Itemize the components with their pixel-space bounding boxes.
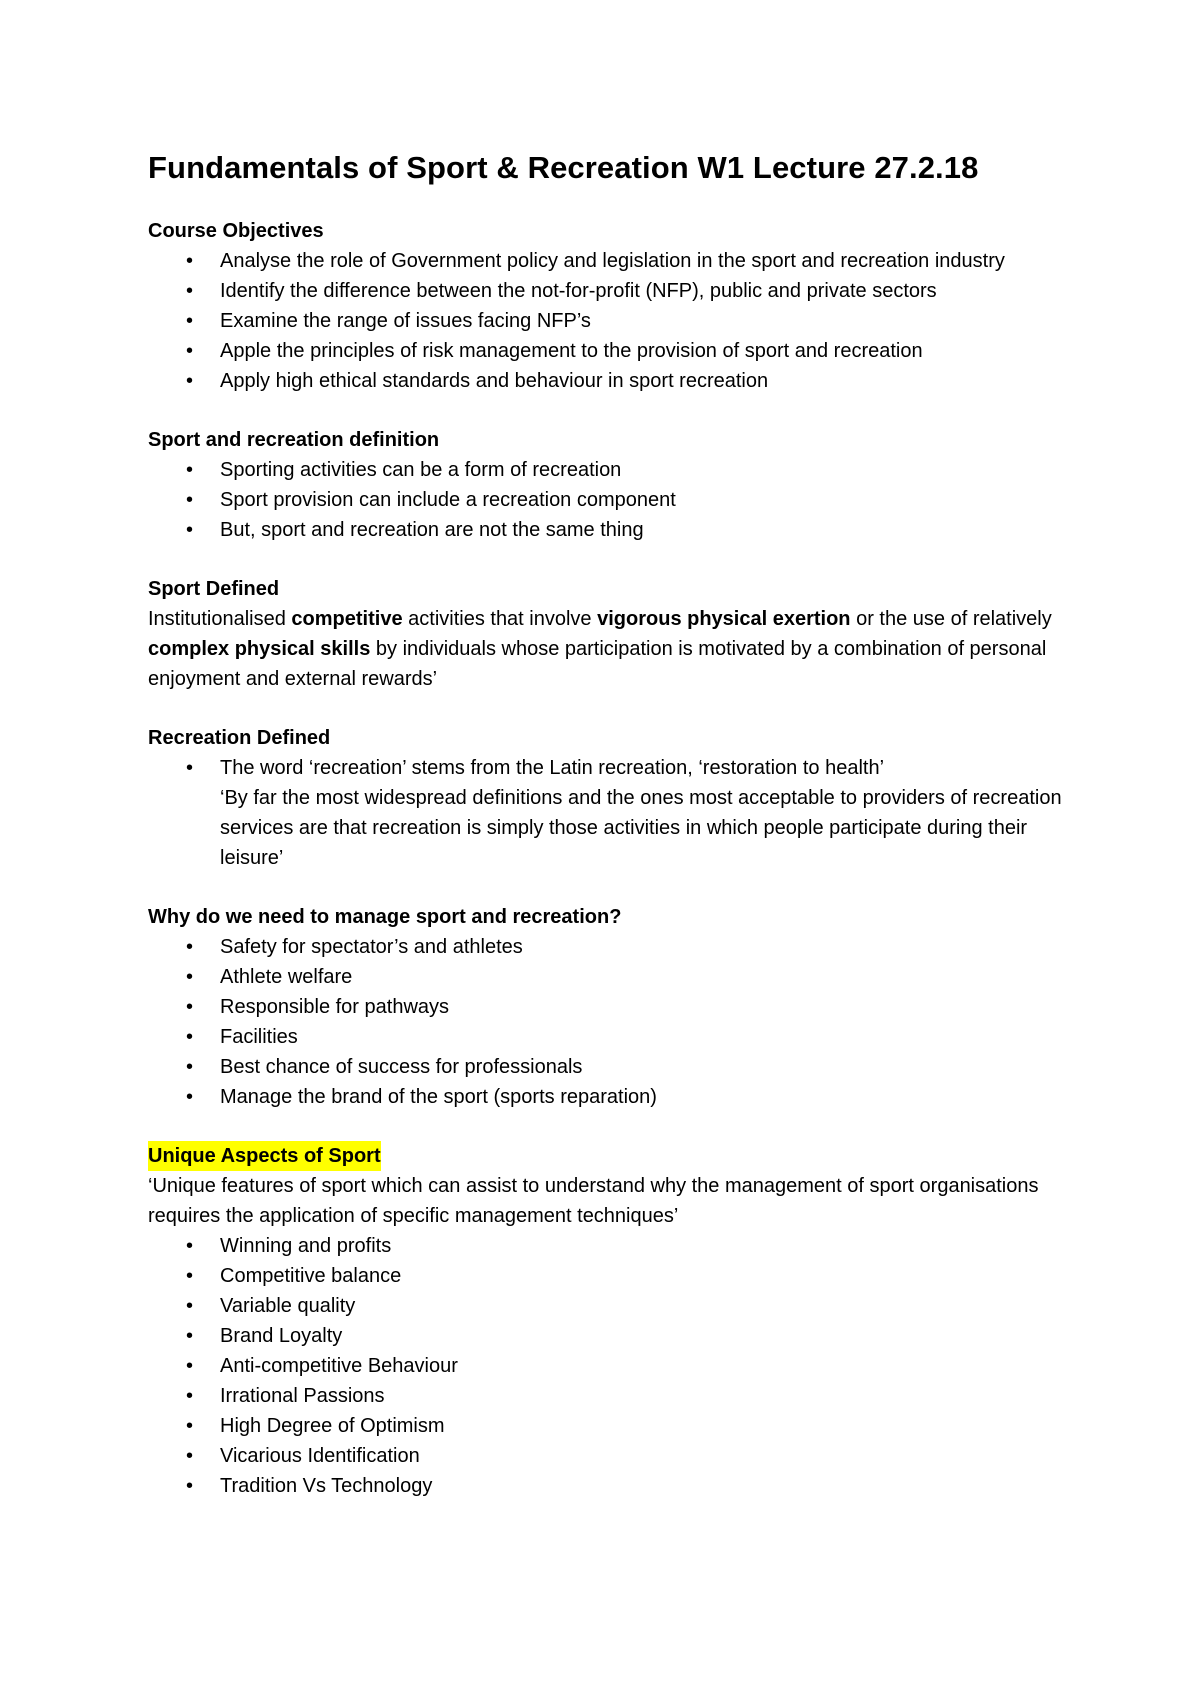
emphasis-text: vigorous physical exertion	[597, 608, 851, 630]
bullet-icon: •	[186, 250, 194, 272]
list-item-text: Athlete welfare	[220, 966, 353, 988]
bullet-icon: •	[186, 519, 194, 541]
bullet-icon: •	[186, 280, 194, 302]
bullet-icon: •	[186, 1056, 194, 1078]
paragraph-text: or the use of relatively	[850, 608, 1052, 630]
section-heading: Why do we need to manage sport and recreation?	[148, 906, 622, 928]
sport-definition-paragraph	[148, 604, 1068, 694]
bullet-icon: •	[186, 1086, 194, 1108]
bullet-icon: •	[186, 966, 194, 988]
list-item-text: Apply high ethical standards and behaviour in sport recreation	[220, 370, 769, 392]
bullet-icon: •	[186, 1265, 194, 1287]
recreation-quote: ‘By far the most widespread definitions and the ones most acceptable to providers of recreation services are that recreation is simply those activities in which people participate during their leisure’	[220, 787, 1062, 869]
bullet-icon: •	[186, 996, 194, 1018]
paragraph-text: Institutionalised	[148, 608, 292, 630]
list-item-text: Examine the range of issues facing NFP’s	[220, 310, 591, 332]
document-body	[148, 148, 1068, 1530]
list-item-text: High Degree of Optimism	[220, 1415, 445, 1437]
bullet-icon: •	[186, 340, 194, 362]
list-item-text: Manage the brand of the sport (sports reparation)	[220, 1086, 657, 1108]
list-item	[148, 1261, 1068, 1291]
list-item	[148, 1022, 1068, 1052]
list-item-text: Tradition Vs Technology	[220, 1475, 433, 1497]
bullet-list	[148, 753, 1068, 783]
bullet-icon: •	[186, 1415, 194, 1437]
section-recreation-defined	[148, 723, 1068, 873]
list-item	[148, 1231, 1068, 1261]
bullet-icon: •	[186, 1445, 194, 1467]
list-item-text: But, sport and recreation are not the same thing	[220, 519, 644, 541]
bullet-icon: •	[186, 1355, 194, 1377]
list-item	[148, 276, 1068, 306]
list-item-text: Apple the principles of risk management to the provision of sport and recreation	[220, 340, 923, 362]
section-heading: Sport and recreation definition	[148, 429, 440, 451]
section-course-objectives	[148, 216, 1068, 396]
bullet-icon: •	[186, 459, 194, 481]
bullet-icon: •	[186, 1235, 194, 1257]
bullet-list	[148, 246, 1068, 396]
list-item	[148, 1351, 1068, 1381]
list-item	[148, 753, 1068, 783]
list-item-text: Brand Loyalty	[220, 1325, 343, 1347]
list-item	[148, 336, 1068, 366]
list-item-text: Anti-competitive Behaviour	[220, 1355, 458, 1377]
list-item	[148, 485, 1068, 515]
list-item	[148, 455, 1068, 485]
list-item	[148, 246, 1068, 276]
bullet-icon: •	[186, 370, 194, 392]
bullet-icon: •	[186, 1475, 194, 1497]
section-sport-defined	[148, 574, 1068, 694]
section-heading: Recreation Defined	[148, 727, 331, 749]
list-item-text: Irrational Passions	[220, 1385, 385, 1407]
list-item	[148, 306, 1068, 336]
list-item	[148, 366, 1068, 396]
list-item-text: Winning and profits	[220, 1235, 392, 1257]
list-item	[148, 1381, 1068, 1411]
list-item-text: Safety for spectator’s and athletes	[220, 936, 523, 958]
list-item	[148, 515, 1068, 545]
list-item	[148, 1321, 1068, 1351]
unique-aspects-intro: ‘Unique features of sport which can assist to understand why the management of sport organisations requires the application of specific management techniques’	[148, 1175, 1039, 1227]
list-item-text: Analyse the role of Government policy and legislation in the sport and recreation industry	[220, 250, 1005, 272]
list-item-text: Responsible for pathways	[220, 996, 450, 1018]
list-item-text: The word ‘recreation’ stems from the Latin recreation, ‘restoration to health’	[220, 757, 885, 779]
bullet-icon: •	[186, 310, 194, 332]
list-item	[148, 932, 1068, 962]
section-unique-aspects	[148, 1141, 1068, 1501]
bullet-icon: •	[186, 936, 194, 958]
bullet-list	[148, 932, 1068, 1112]
list-item	[148, 1082, 1068, 1112]
section-why-manage	[148, 902, 1068, 1112]
bullet-icon: •	[186, 1295, 194, 1317]
highlighted-section-heading: Unique Aspects of Sport	[148, 1141, 381, 1171]
document-title: Fundamentals of Sport & Recreation W1 Lecture 27.2.18	[148, 150, 979, 185]
bullet-icon: •	[186, 1026, 194, 1048]
paragraph-text: activities that involve	[402, 608, 598, 630]
list-item-text: Sport provision can include a recreation component	[220, 489, 676, 511]
bullet-list	[148, 455, 1068, 545]
list-item	[148, 962, 1068, 992]
emphasis-text: competitive	[291, 608, 403, 630]
list-item-text: Vicarious Identification	[220, 1445, 420, 1467]
emphasis-text: complex physical skills	[148, 638, 371, 660]
list-item	[148, 1471, 1068, 1501]
list-item	[148, 1441, 1068, 1471]
list-item-text: Identify the difference between the not-for-profit (NFP), public and private sectors	[220, 280, 937, 302]
list-item	[148, 992, 1068, 1022]
section-sport-recreation-definition	[148, 425, 1068, 545]
bullet-icon: •	[186, 489, 194, 511]
list-item-text: Facilities	[220, 1026, 298, 1048]
list-item	[148, 1291, 1068, 1321]
section-heading: Sport Defined	[148, 578, 280, 600]
list-item-text: Best chance of success for professionals	[220, 1056, 583, 1078]
paragraph-text: by individuals whose participation is motivated by a combination of personal enjoyment and external rewards’	[148, 638, 1047, 690]
list-item-text: Sporting activities can be a form of recreation	[220, 459, 622, 481]
list-item-text: Variable quality	[220, 1295, 356, 1317]
list-item	[148, 1052, 1068, 1082]
bullet-icon: •	[186, 1385, 194, 1407]
bullet-icon: •	[186, 1325, 194, 1347]
bullet-icon: •	[186, 757, 194, 779]
bullet-list	[148, 1231, 1068, 1501]
list-item-text: Competitive balance	[220, 1265, 402, 1287]
list-item	[148, 1411, 1068, 1441]
section-heading: Course Objectives	[148, 220, 324, 242]
